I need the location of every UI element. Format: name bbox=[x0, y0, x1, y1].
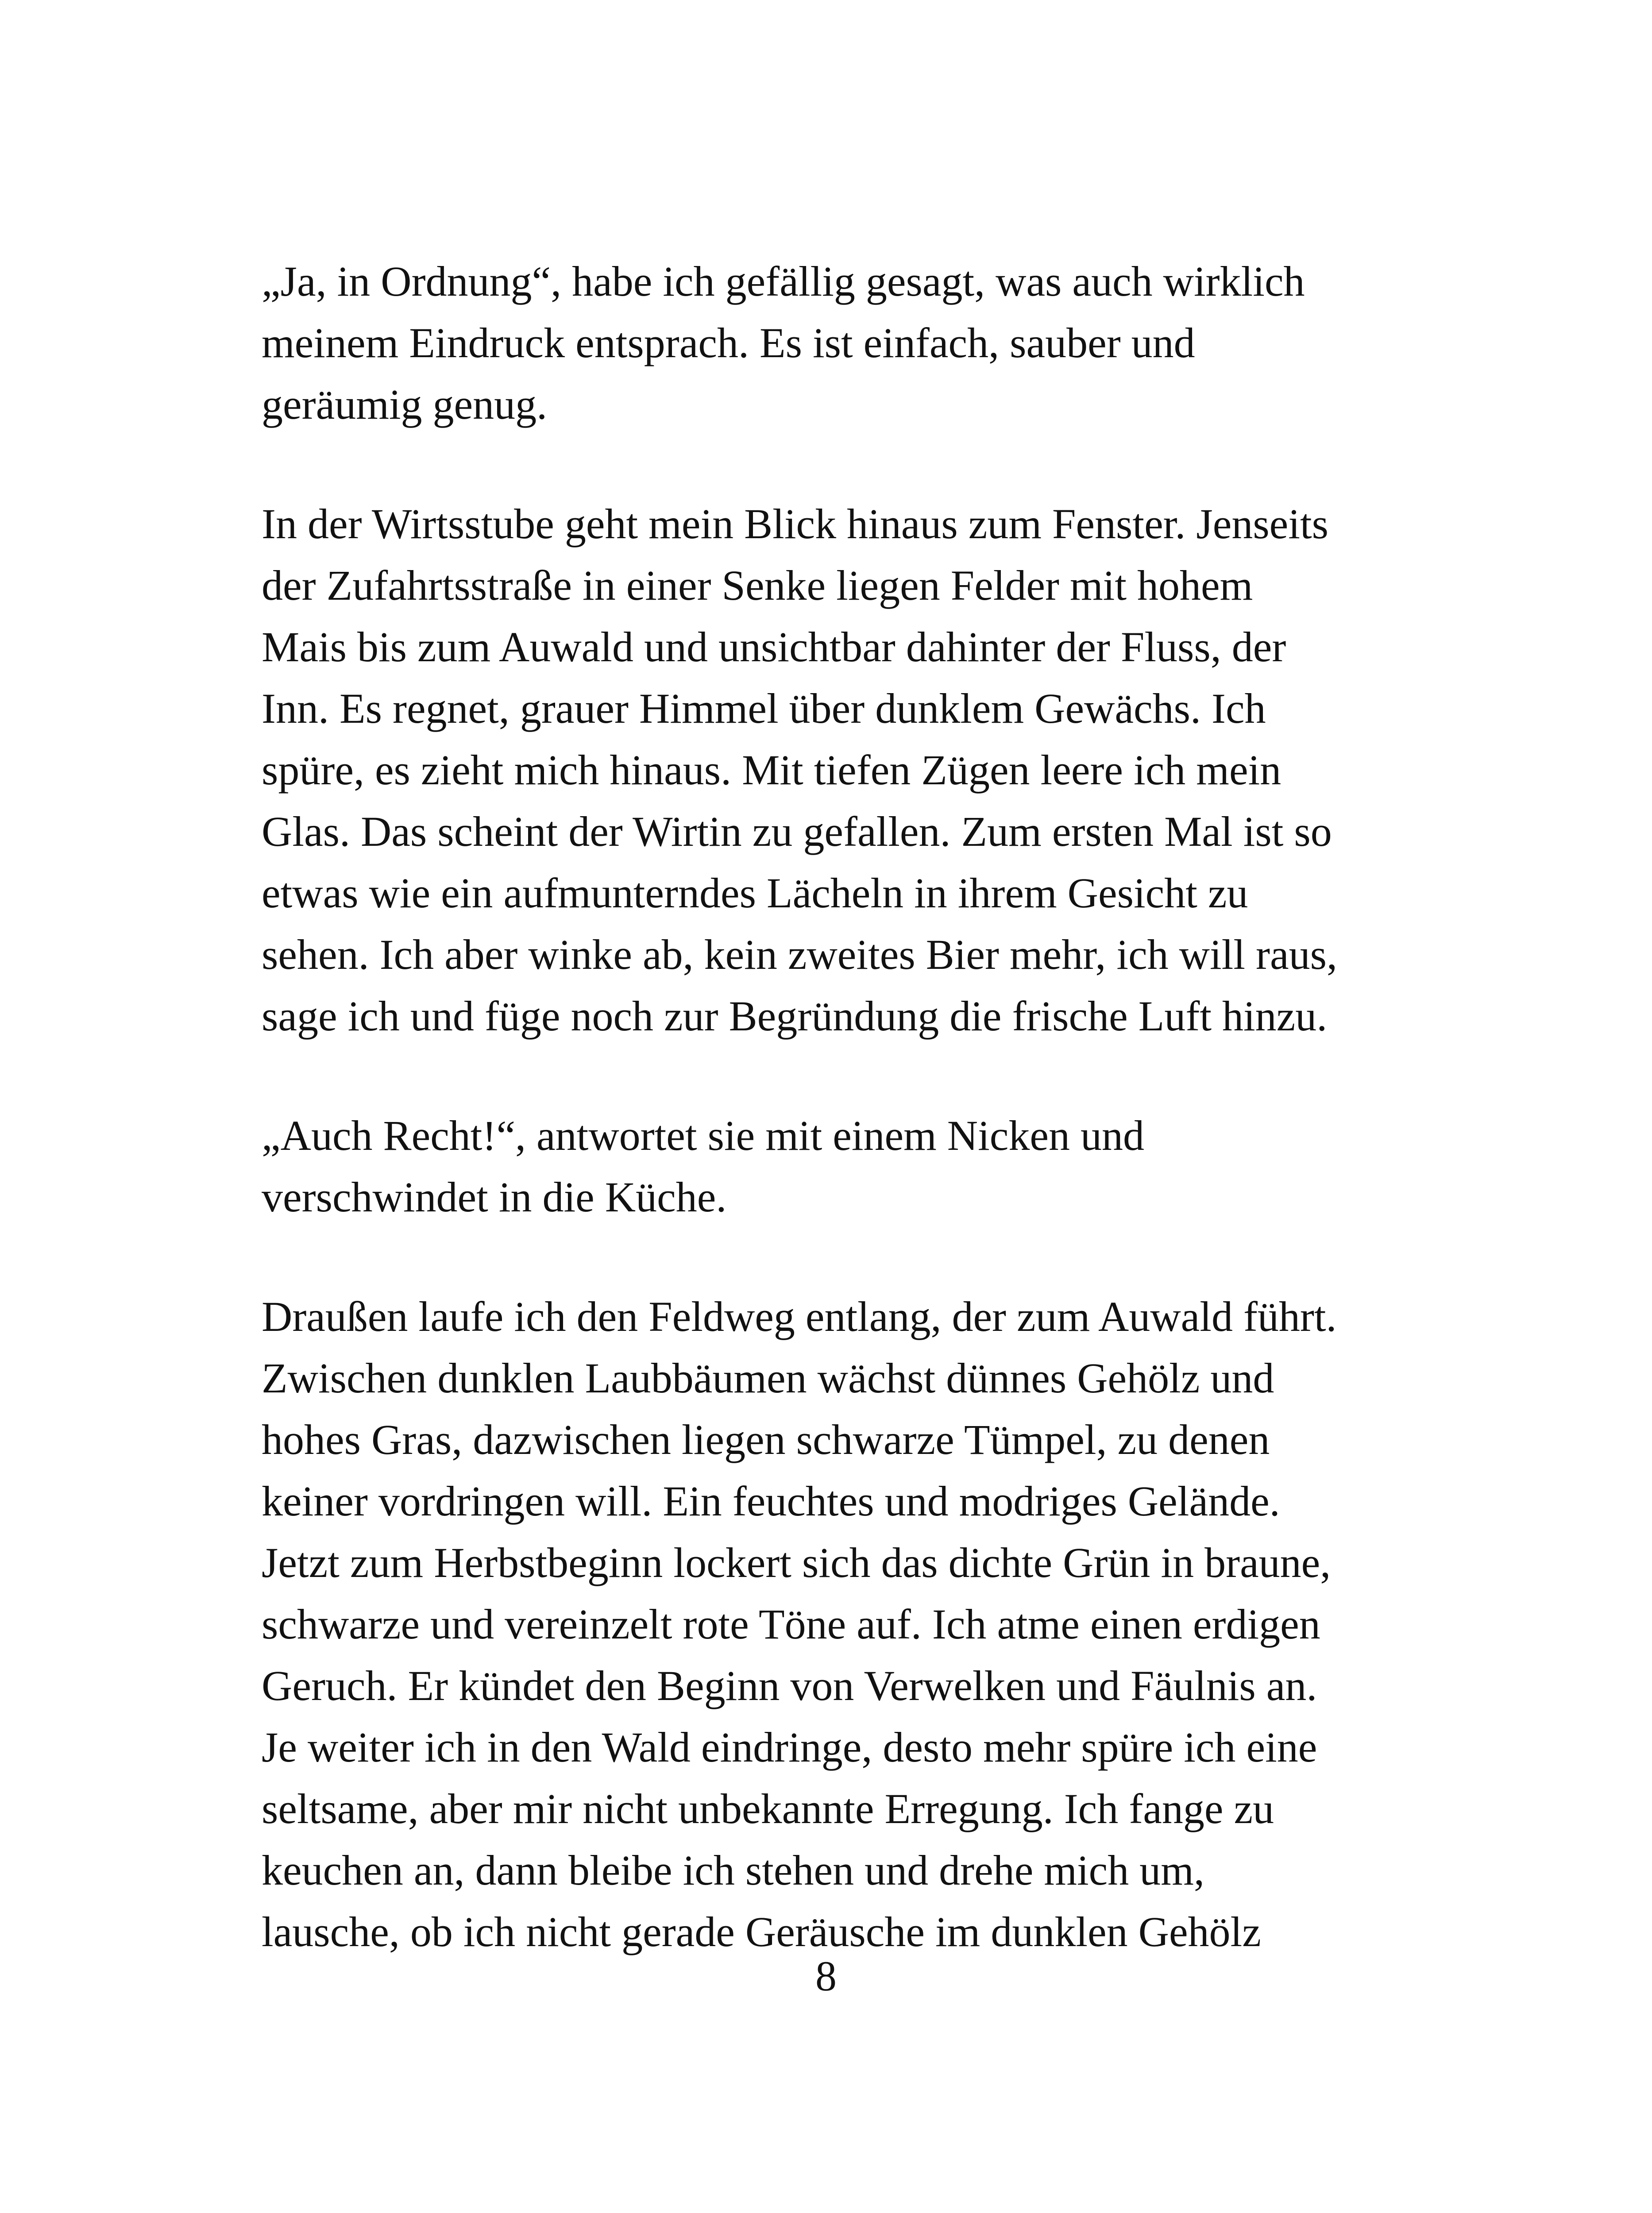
text-line: Mais bis zum Auwald und unsichtbar dahinter der Fluss, der bbox=[262, 623, 1286, 671]
text-line: Geruch. Er kündet den Beginn von Verwelken und Fäulnis an. bbox=[262, 1662, 1317, 1709]
text-line: spüre, es zieht mich hinaus. Mit tiefen Zügen leere ich mein bbox=[262, 746, 1281, 794]
page-number: 8 bbox=[815, 1952, 837, 2000]
text-line: „Ja, in Ordnung“, habe ich gefällig gesagt, was auch wirklich bbox=[262, 258, 1305, 305]
text-line: Jetzt zum Herbstbeginn lockert sich das dichte Grün in braune, bbox=[262, 1539, 1331, 1586]
text-line: sehen. Ich aber winke ab, kein zweites Bier mehr, ich will raus, bbox=[262, 931, 1337, 978]
text-line: geräumig genug. bbox=[262, 381, 548, 428]
text-line: „Auch Recht!“, antwortet sie mit einem Nicken und bbox=[262, 1112, 1145, 1159]
text-line: keiner vordringen will. Ein feuchtes und modriges Gelände. bbox=[262, 1477, 1280, 1525]
body-text bbox=[262, 251, 1395, 1962]
text-line: seltsame, aber mir nicht unbekannte Erregung. Ich fange zu bbox=[262, 1785, 1274, 1832]
text-line: keuchen an, dann bleibe ich stehen und drehe mich um, bbox=[262, 1847, 1204, 1894]
text-line: etwas wie ein aufmunterndes Lächeln in ihrem Gesicht zu bbox=[262, 869, 1248, 917]
text-line: sage ich und füge noch zur Begründung die frische Luft hinzu. bbox=[262, 992, 1328, 1040]
text-line: Glas. Das scheint der Wirtin zu gefallen. Zum ersten Mal ist so bbox=[262, 808, 1332, 855]
paragraph-3 bbox=[262, 1105, 1395, 1228]
text-line: Zwischen dunklen Laubbäumen wächst dünnes Gehölz und bbox=[262, 1354, 1274, 1402]
text-line: verschwindet in die Küche. bbox=[262, 1173, 727, 1221]
text-line: meinem Eindruck entsprach. Es ist einfach, sauber und bbox=[262, 319, 1195, 366]
text-line: In der Wirtsstube geht mein Blick hinaus zum Fenster. Jenseits bbox=[262, 500, 1328, 547]
paragraph-4 bbox=[262, 1286, 1395, 1962]
text-line: Je weiter ich in den Wald eindringe, desto mehr spüre ich eine bbox=[262, 1723, 1317, 1771]
paragraph-1 bbox=[262, 251, 1395, 435]
text-line: lausche, ob ich nicht gerade Geräusche im dunklen Gehölz bbox=[262, 1908, 1261, 1955]
text-line: Draußen laufe ich den Feldweg entlang, der zum Auwald führt. bbox=[262, 1293, 1337, 1340]
paragraph-2 bbox=[262, 493, 1395, 1047]
text-line: Inn. Es regnet, grauer Himmel über dunklem Gewächs. Ich bbox=[262, 685, 1266, 732]
text-line: der Zufahrtsstraße in einer Senke liegen Felder mit hohem bbox=[262, 562, 1253, 609]
text-line: schwarze und vereinzelt rote Töne auf. Ich atme einen erdigen bbox=[262, 1600, 1320, 1648]
text-line: hohes Gras, dazwischen liegen schwarze Tümpel, zu denen bbox=[262, 1416, 1270, 1463]
